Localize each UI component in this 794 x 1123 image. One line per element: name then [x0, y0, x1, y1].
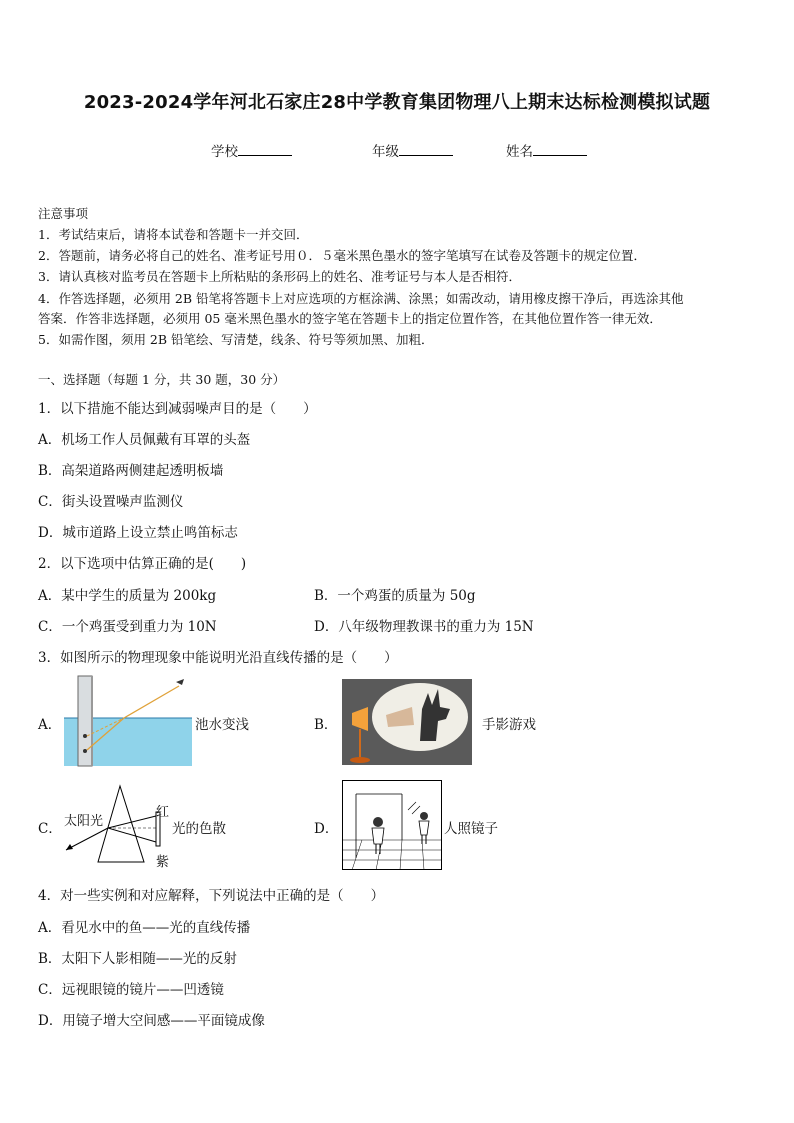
section-heading: 一、选择题（每题 1 分，共 30 题，30 分）: [38, 372, 286, 387]
notice-item: 4．作答选择题，必须用 2B 铅笔将答题卡上对应选项的方框涂满、涂黑；如需改动，请用橡皮擦干净后，再选涂其他: [38, 291, 684, 306]
q3-label-d[interactable]: D．: [314, 821, 339, 837]
question-3-stem: 3．如图所示的物理现象中能说明光沿直线传播的是（ ）: [38, 650, 398, 666]
q3-label-a[interactable]: A．: [38, 717, 62, 733]
q1-option-c[interactable]: C．街头设置噪声监测仪: [38, 494, 184, 510]
notice-item: 1．考试结束后，请将本试卷和答题卡一并交回．: [38, 227, 309, 242]
q3-caption-c: 光的色散: [172, 821, 226, 837]
notice-item: 3．请认真核对监考员在答题卡上所粘贴的条形码上的姓名、准考证号与本人是否相符．: [38, 269, 521, 284]
q2-option-c[interactable]: C．一个鸡蛋受到重力为 10N: [38, 619, 217, 635]
pool-refraction-figure: [64, 674, 194, 768]
hand-shadow-figure: [342, 679, 472, 765]
q3-caption-b: 手影游戏: [482, 717, 536, 733]
notice-item: 5．如需作图，须用 2B 铅笔绘、写清楚，线条、符号等须加黑、加粗．: [38, 332, 434, 347]
notice-item: 答案．作答非选择题，必须用 05 毫米黑色墨水的签字笔在答题卡上的指定位置作答，在其他位置作答一律无效．: [38, 311, 662, 326]
q4-option-d[interactable]: D．用镜子增大空间感——平面镜成像: [38, 1013, 265, 1029]
school-field[interactable]: 学校: [211, 140, 292, 160]
q1-option-b[interactable]: B．高架道路两侧建起透明板墙: [38, 463, 224, 479]
q3-caption-a: 池水变浅: [195, 717, 249, 733]
prism-red-label: 红: [156, 805, 170, 820]
q3-label-b[interactable]: B．: [314, 717, 338, 733]
q2-option-a[interactable]: A．某中学生的质量为 200kg: [38, 588, 217, 604]
q4-option-c[interactable]: C．远视眼镜的镜片——凹透镜: [38, 982, 224, 998]
page-title: 2023-2024学年河北石家庄28中学教育集团物理八上期末达标检测模拟试题: [83, 92, 711, 113]
q1-option-a[interactable]: A．机场工作人员佩戴有耳罩的头盔: [38, 432, 251, 448]
prism-violet-label: 紫: [156, 855, 170, 870]
notice-heading: 注意事项: [38, 206, 89, 221]
notice-item: 2．答题前，请务必将自己的姓名、准考证号用０．５毫米黑色墨水的签字笔填写在试卷及答题卡的规定位置．: [38, 248, 646, 263]
q3-label-c[interactable]: C．: [38, 821, 62, 837]
question-2-stem: 2．以下选项中估算正确的是( ): [38, 556, 247, 572]
q3-caption-d: 人照镜子: [444, 821, 498, 837]
q2-option-b[interactable]: B．一个鸡蛋的质量为 50g: [314, 588, 476, 604]
q1-option-d[interactable]: D．城市道路上设立禁止鸣笛标志: [38, 525, 238, 541]
question-4-stem: 4．对一些实例和对应解释，下列说法中正确的是（ ）: [38, 888, 385, 904]
q2-option-d[interactable]: D．八年级物理教课书的重力为 15N: [314, 619, 534, 635]
question-1-stem: 1．以下措施不能达到减弱噪声目的是（ ）: [38, 401, 317, 417]
mirror-figure: [342, 780, 442, 870]
grade-field[interactable]: 年级: [372, 140, 453, 160]
name-field[interactable]: 姓名: [506, 140, 587, 160]
q4-option-b[interactable]: B．太阳下人影相随——光的反射: [38, 951, 237, 967]
q4-option-a[interactable]: A．看见水中的鱼——光的直线传播: [38, 920, 251, 936]
prism-sun-label: 太阳光: [64, 814, 104, 829]
